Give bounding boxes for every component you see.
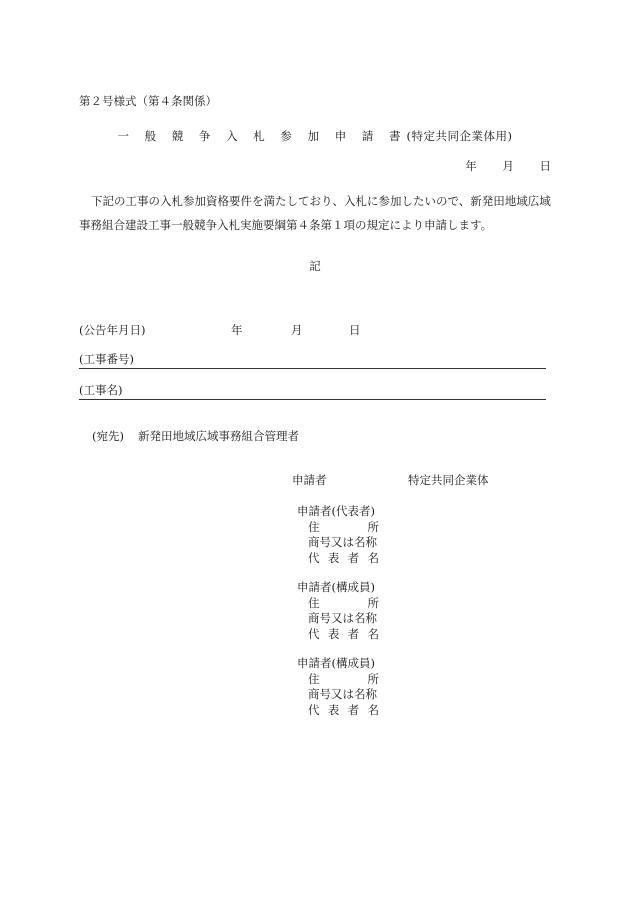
applicant-block-heading: 申請者(代表者) <box>297 504 375 518</box>
statement-line-2: 事務組合建設工事一般競争入札実施要綱第４条第１項の規定により申請します。 <box>79 218 493 232</box>
representative-name-label: 代 表 者 名 <box>308 626 379 641</box>
application-statement <box>79 189 559 237</box>
statement-line-1: 下記の工事の入札参加資格要件を満たしており、入札に参加したいので、新発田地域広域 <box>91 194 551 208</box>
applicant-block-heading: 申請者(構成員) <box>297 580 375 594</box>
applicant-block-member-1 <box>297 580 379 642</box>
applicant-block-member-2 <box>297 656 379 718</box>
representative-name-label: 代 表 者 名 <box>308 550 379 565</box>
publication-year-label: 年 <box>231 323 243 337</box>
addressee-name: 新発田地域広域事務組合管理者 <box>138 429 299 443</box>
applicant-block-representative <box>297 504 379 566</box>
date-day-label: 日 <box>539 159 551 173</box>
title-sub: (特定共同企業体用) <box>406 129 513 143</box>
document-title <box>0 131 630 143</box>
project-name-field[interactable] <box>79 385 546 400</box>
publication-month-label: 月 <box>291 323 303 337</box>
applicant-header <box>292 475 489 487</box>
submission-date <box>465 161 551 173</box>
date-year-label: 年 <box>465 159 477 173</box>
trade-name-label: 商号又は名称 <box>308 687 377 701</box>
form-number: 第２号様式（第４条関係） <box>79 94 217 108</box>
representative-name-label: 代 表 者 名 <box>308 702 379 717</box>
trade-name-label: 商号又は名称 <box>308 535 377 549</box>
publication-day-label: 日 <box>349 323 361 337</box>
applicant-block-heading: 申請者(構成員) <box>297 656 375 670</box>
date-month-label: 月 <box>502 159 514 173</box>
address-label: 住 所 <box>308 595 379 610</box>
title-main: 一 般 競 争 入 札 参 加 申 請 書 <box>117 129 407 143</box>
publication-date-row <box>79 325 549 337</box>
addressee-label: (宛先) <box>92 429 124 443</box>
address-label: 住 所 <box>308 671 379 686</box>
address-label: 住 所 <box>308 519 379 534</box>
trade-name-label: 商号又は名称 <box>308 611 377 625</box>
project-name-label: (工事名) <box>79 383 123 397</box>
applicant-type: 特定共同企業体 <box>408 473 489 487</box>
project-number-field[interactable] <box>79 354 546 369</box>
applicant-label: 申請者 <box>292 473 327 487</box>
addressee <box>92 431 299 443</box>
project-number-label: (工事番号) <box>79 352 134 366</box>
publication-date-label: (公告年月日) <box>79 323 146 337</box>
ki-heading: 記 <box>309 259 321 273</box>
